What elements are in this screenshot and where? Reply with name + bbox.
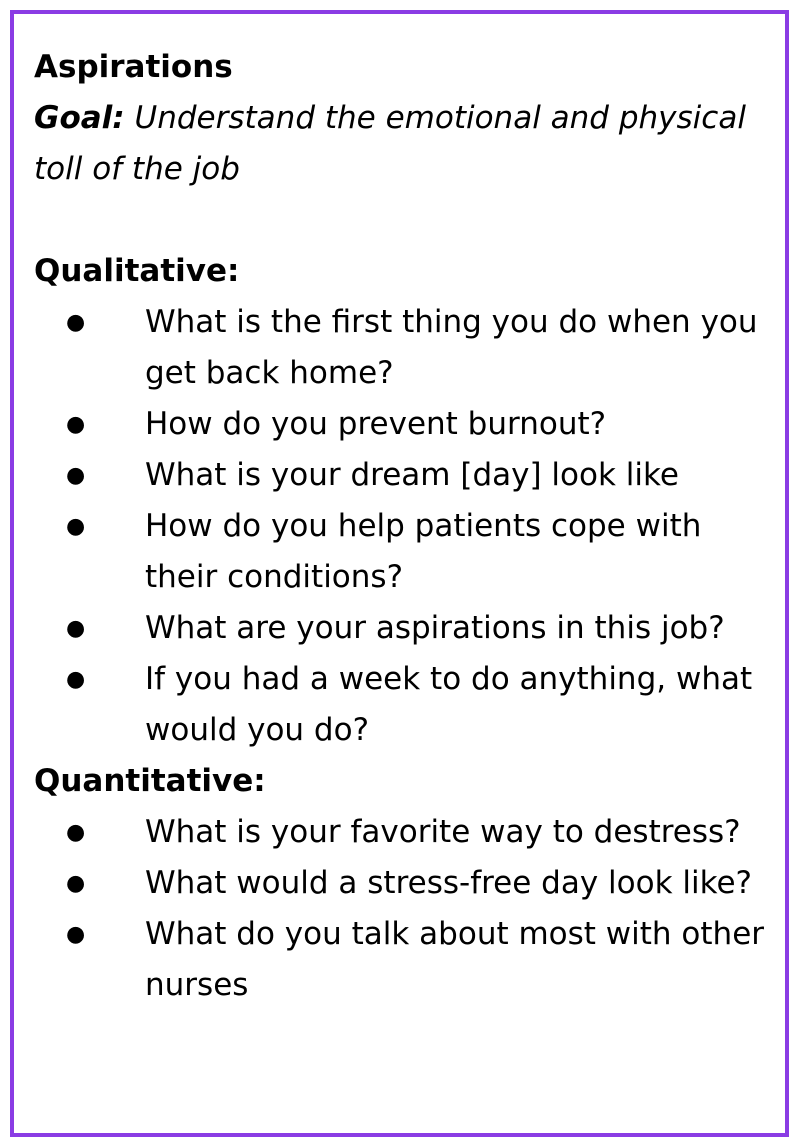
section-quantitative <box>34 756 774 1011</box>
question-text: What do you talk about most with other nurses <box>145 916 765 1003</box>
question-text: How do you help patients cope with their conditions? <box>145 508 702 595</box>
list-item <box>34 450 774 501</box>
bullet-icon: ● <box>66 820 86 845</box>
bullet-icon: ● <box>66 667 86 692</box>
question-text: What would a stress-free day look like? <box>145 865 752 901</box>
bullet-icon: ● <box>66 616 86 641</box>
bullet-icon: ● <box>66 412 86 437</box>
bullet-icon: ● <box>66 922 86 947</box>
card-title: Aspirations <box>34 49 233 85</box>
goal-text: Understand the emotional and physical toll of the job <box>34 100 746 187</box>
question-text: What is your dream [day] look like <box>145 457 679 493</box>
section-qualitative <box>34 246 774 756</box>
bullet-icon: ● <box>66 463 86 488</box>
quantitative-question-list <box>34 807 774 1011</box>
bullet-icon: ● <box>66 871 86 896</box>
aspirations-card <box>10 10 789 1137</box>
qualitative-question-list <box>34 297 774 756</box>
bullet-icon: ● <box>66 310 86 335</box>
list-item <box>34 807 774 858</box>
goal-label: Goal: <box>34 100 125 136</box>
goal-statement <box>34 93 774 195</box>
list-item <box>34 909 774 1011</box>
section-heading-qualitative: Qualitative: <box>34 253 240 289</box>
card-content <box>34 42 774 1011</box>
section-heading-quantitative: Quantitative: <box>34 763 266 799</box>
list-item <box>34 603 774 654</box>
list-item <box>34 399 774 450</box>
list-item <box>34 501 774 603</box>
question-text: What are your aspirations in this job? <box>145 610 725 646</box>
question-text: How do you prevent burnout? <box>145 406 607 442</box>
spacer <box>34 195 774 246</box>
list-item <box>34 297 774 399</box>
bullet-icon: ● <box>66 514 86 539</box>
question-text: What is your favorite way to destress? <box>145 814 741 850</box>
question-text: What is the first thing you do when you get back home? <box>145 304 758 391</box>
list-item <box>34 858 774 909</box>
list-item <box>34 654 774 756</box>
question-text: If you had a week to do anything, what would you do? <box>145 661 753 748</box>
